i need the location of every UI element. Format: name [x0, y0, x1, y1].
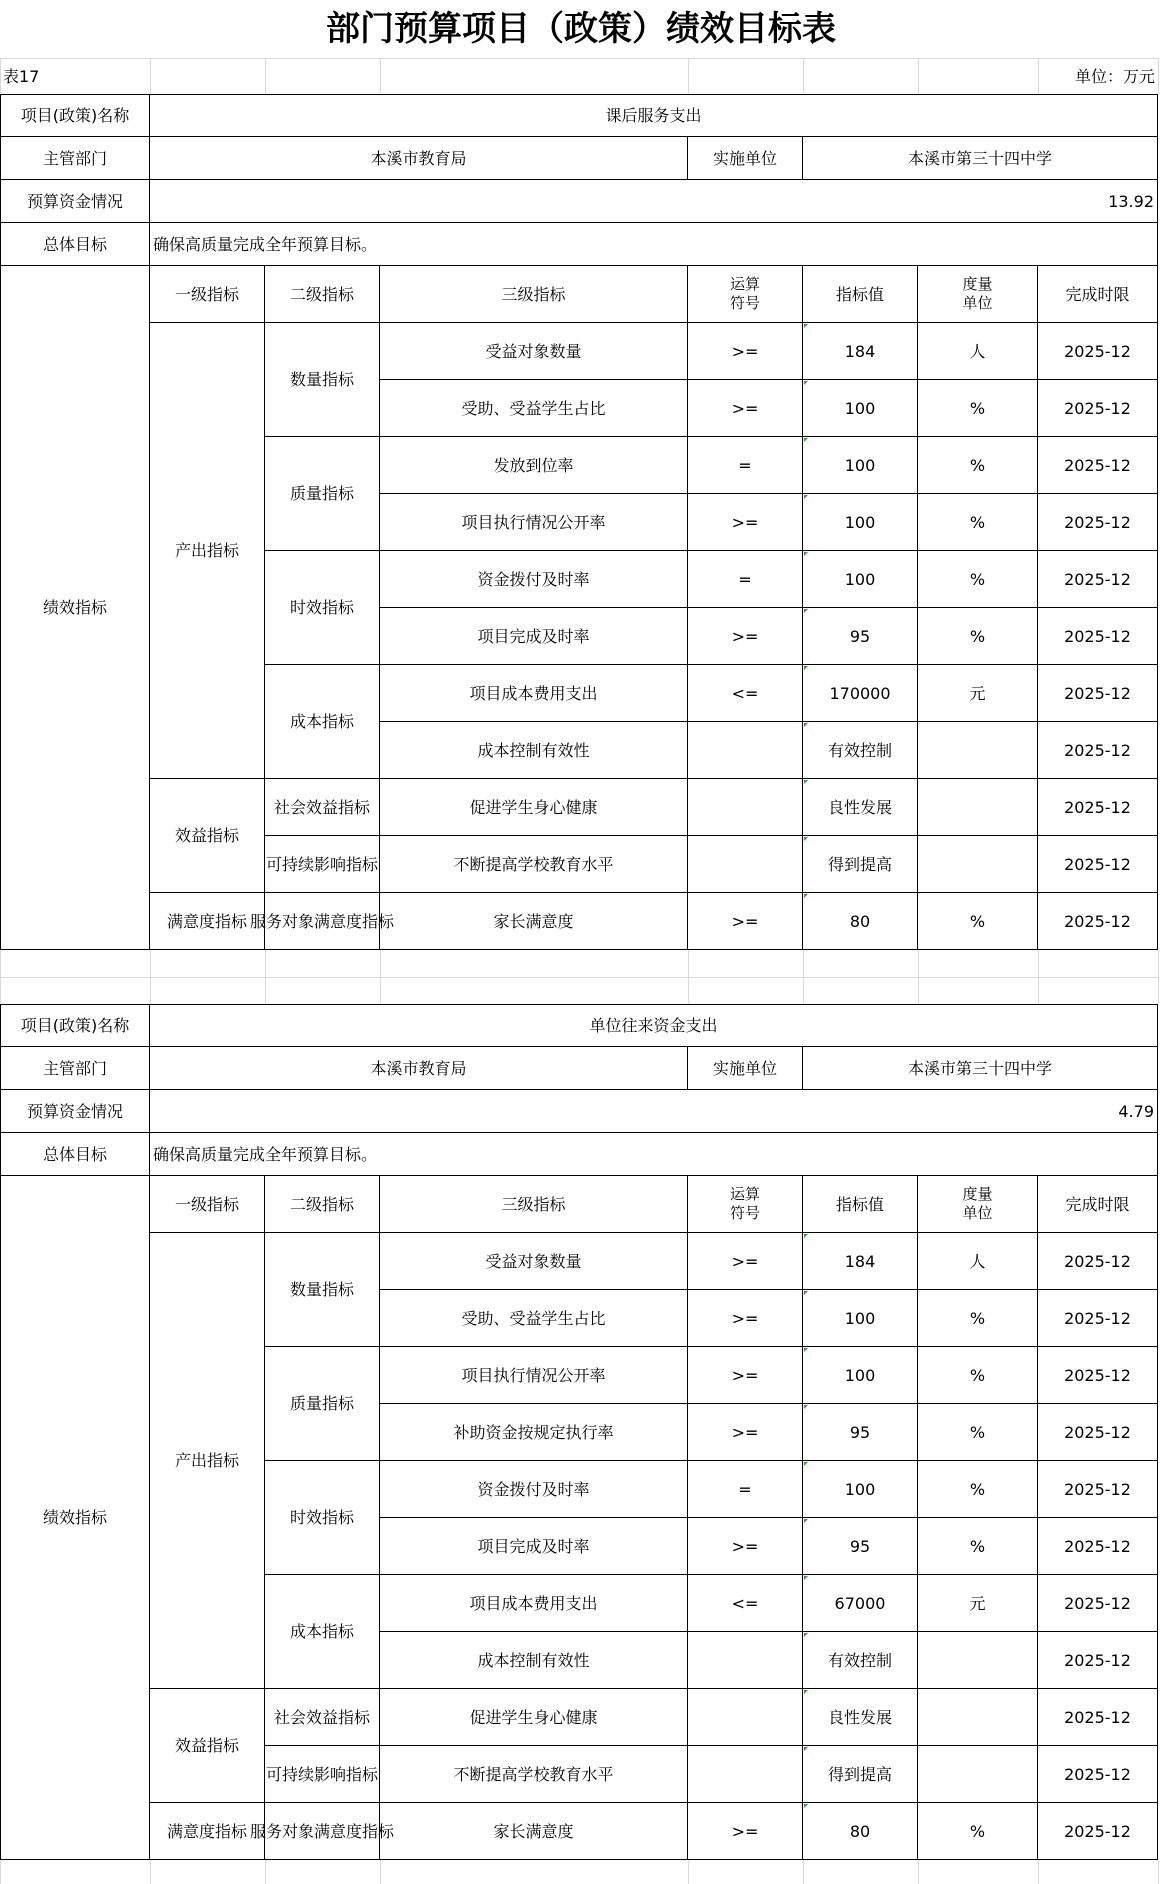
project-2-name-label[interactable]: 项目(政策)名称: [0, 1004, 150, 1047]
gridline: [265, 58, 266, 94]
project-2-row-5-value[interactable]: 100: [803, 1461, 918, 1518]
project-2-level2-7[interactable]: 服务对象满意度指标: [265, 1803, 380, 1860]
project-2-row-6-deadline[interactable]: 2025-12: [1038, 1518, 1158, 1575]
page-title: 部门预算项目（政策）绩效目标表: [326, 9, 836, 49]
project-2-row-4-unit[interactable]: %: [918, 1404, 1038, 1461]
project-2-row-3-value[interactable]: 100: [803, 1347, 918, 1404]
gridline: [1158, 1860, 1159, 1884]
project-2-row-1-deadline[interactable]: 2025-12: [1038, 1233, 1158, 1290]
gridline: [380, 1860, 381, 1884]
project-1-budget-value[interactable]: 13.92: [150, 180, 1158, 223]
project-2-goal-label[interactable]: 总体目标: [0, 1133, 150, 1176]
project-1-level2-2[interactable]: 质量指标: [265, 437, 380, 551]
project-1-row-3-value[interactable]: 100: [803, 437, 918, 494]
project-1-row-11-value[interactable]: 80: [803, 893, 918, 950]
project-2-row-2-value[interactable]: 100: [803, 1290, 918, 1347]
project-1-row-2-unit[interactable]: %: [918, 380, 1038, 437]
cell-comment-marker: [804, 495, 808, 499]
cell-comment-marker: [804, 1690, 808, 1694]
project-1-row-2-deadline[interactable]: 2025-12: [1038, 380, 1158, 437]
project-2-impl-value[interactable]: 本溪市第三十四中学: [803, 1047, 1158, 1090]
project-1-row-2-operator[interactable]: >=: [688, 380, 803, 437]
project-2-row-11-value[interactable]: 80: [803, 1803, 918, 1860]
project-2-row-8-value[interactable]: 有效控制: [803, 1632, 918, 1689]
project-1-row-4-deadline[interactable]: 2025-12: [1038, 494, 1158, 551]
project-1-row-1-unit[interactable]: 人: [918, 323, 1038, 380]
project-1-row-11-deadline[interactable]: 2025-12: [1038, 893, 1158, 950]
project-2-row-9-deadline[interactable]: 2025-12: [1038, 1689, 1158, 1746]
project-2-level2-2[interactable]: 质量指标: [265, 1347, 380, 1461]
cell-comment-marker: [804, 552, 808, 556]
project-1-row-10-value[interactable]: 得到提高: [803, 836, 918, 893]
project-2-row-5-deadline[interactable]: 2025-12: [1038, 1461, 1158, 1518]
project-1-row-8-deadline[interactable]: 2025-12: [1038, 722, 1158, 779]
cell-comment-marker: [804, 1291, 808, 1295]
project-2-header-deadline[interactable]: 完成时限: [1038, 1176, 1158, 1233]
project-1-row-10-deadline[interactable]: 2025-12: [1038, 836, 1158, 893]
project-2-row-2-deadline[interactable]: 2025-12: [1038, 1290, 1158, 1347]
project-2-impl-label[interactable]: 实施单位: [688, 1047, 803, 1090]
project-2-row-9-unit[interactable]: [918, 1689, 1038, 1746]
project-2-row-8-operator[interactable]: [688, 1632, 803, 1689]
project-1-row-2-value[interactable]: 100: [803, 380, 918, 437]
cell-comment-marker: [804, 780, 808, 784]
project-1-row-7-operator[interactable]: <=: [688, 665, 803, 722]
gridline: [918, 58, 919, 94]
project-1-row-10-operator[interactable]: [688, 836, 803, 893]
project-1-row-6-deadline[interactable]: 2025-12: [1038, 608, 1158, 665]
project-1-row-8-value[interactable]: 有效控制: [803, 722, 918, 779]
project-2-dept-label[interactable]: 主管部门: [0, 1047, 150, 1090]
project-1-row-10-unit[interactable]: [918, 836, 1038, 893]
project-1-row-11-unit[interactable]: %: [918, 893, 1038, 950]
project-1-row-4-value[interactable]: 100: [803, 494, 918, 551]
project-1-row-3-deadline[interactable]: 2025-12: [1038, 437, 1158, 494]
project-2-row-6-operator[interactable]: >=: [688, 1518, 803, 1575]
project-2-perf-label[interactable]: 绩效指标: [0, 1176, 150, 1860]
project-2-dept-value[interactable]: 本溪市教育局: [150, 1047, 688, 1090]
project-2-row-3-operator[interactable]: >=: [688, 1347, 803, 1404]
project-2-row-1-indicator[interactable]: 受益对象数量: [380, 1233, 688, 1290]
project-2-row-1-operator[interactable]: >=: [688, 1233, 803, 1290]
project-1-level2-1[interactable]: 数量指标: [265, 323, 380, 437]
project-1-level1-1[interactable]: 产出指标: [150, 323, 265, 779]
project-2-budget-label[interactable]: 预算资金情况: [0, 1090, 150, 1133]
project-1-row-5-deadline[interactable]: 2025-12: [1038, 551, 1158, 608]
project-2-level1-3[interactable]: 满意度指标: [150, 1803, 265, 1860]
project-1-row-1-operator[interactable]: >=: [688, 323, 803, 380]
project-1-row-6-operator[interactable]: >=: [688, 608, 803, 665]
project-2-row-7-unit[interactable]: 元: [918, 1575, 1038, 1632]
project-2-row-9-indicator[interactable]: 促进学生身心健康: [380, 1689, 688, 1746]
project-2-row-11-operator[interactable]: >=: [688, 1803, 803, 1860]
unit-label[interactable]: 单位：万元: [1074, 66, 1155, 86]
gridline: [688, 58, 689, 94]
cell-comment-marker: [804, 1234, 808, 1238]
project-2-row-10-operator[interactable]: [688, 1746, 803, 1803]
project-1-level2-6[interactable]: 可持续影响指标: [265, 836, 380, 893]
gridline: [688, 1860, 689, 1884]
project-1-row-7-value[interactable]: 170000: [803, 665, 918, 722]
project-2-row-1-value[interactable]: 184: [803, 1233, 918, 1290]
project-2-name-value[interactable]: 单位往来资金支出: [150, 1004, 1158, 1047]
project-2-level2-3[interactable]: 时效指标: [265, 1461, 380, 1575]
project-1-row-11-indicator[interactable]: 家长满意度: [380, 893, 688, 950]
project-1-impl-label[interactable]: 实施单位: [688, 137, 803, 180]
project-2-row-11-indicator[interactable]: 家长满意度: [380, 1803, 688, 1860]
project-2-row-4-indicator[interactable]: 补助资金按规定执行率: [380, 1404, 688, 1461]
project-2-row-2-unit[interactable]: %: [918, 1290, 1038, 1347]
project-1-level2-7[interactable]: 服务对象满意度指标: [265, 893, 380, 950]
gridline: [380, 58, 381, 94]
project-2-header-level3[interactable]: 三级指标: [380, 1176, 688, 1233]
project-1-row-9-indicator[interactable]: 促进学生身心健康: [380, 779, 688, 836]
project-1-level1-3[interactable]: 满意度指标: [150, 893, 265, 950]
project-1-level2-3[interactable]: 时效指标: [265, 551, 380, 665]
project-1-row-9-unit[interactable]: [918, 779, 1038, 836]
project-2-row-3-deadline[interactable]: 2025-12: [1038, 1347, 1158, 1404]
project-2-row-4-deadline[interactable]: 2025-12: [1038, 1404, 1158, 1461]
project-2-row-11-unit[interactable]: %: [918, 1803, 1038, 1860]
project-1-goal-value[interactable]: 确保高质量完成全年预算目标。: [150, 223, 1158, 266]
project-2-header-level2[interactable]: 二级指标: [265, 1176, 380, 1233]
project-2-row-10-indicator[interactable]: 不断提高学校教育水平: [380, 1746, 688, 1803]
project-1-row-10-indicator[interactable]: 不断提高学校教育水平: [380, 836, 688, 893]
gridline: [150, 1860, 151, 1884]
project-1-level1-2[interactable]: 效益指标: [150, 779, 265, 893]
project-1-header-level3[interactable]: 三级指标: [380, 266, 688, 323]
gridline: [1158, 950, 1159, 1004]
project-1-perf-label[interactable]: 绩效指标: [0, 266, 150, 950]
cell-comment-marker: [804, 1519, 808, 1523]
project-2-row-11-deadline[interactable]: 2025-12: [1038, 1803, 1158, 1860]
project-1-row-5-operator[interactable]: =: [688, 551, 803, 608]
project-2-row-9-value[interactable]: 良性发展: [803, 1689, 918, 1746]
cell-comment-marker: [804, 1405, 808, 1409]
project-2-row-7-value[interactable]: 67000: [803, 1575, 918, 1632]
project-1-row-9-operator[interactable]: [688, 779, 803, 836]
project-1-header-unit[interactable]: 度量单位: [918, 266, 1038, 323]
project-1-name-label[interactable]: 项目(政策)名称: [0, 94, 150, 137]
project-1-row-3-unit[interactable]: %: [918, 437, 1038, 494]
project-2-row-5-unit[interactable]: %: [918, 1461, 1038, 1518]
project-2-row-6-unit[interactable]: %: [918, 1518, 1038, 1575]
project-2-row-10-deadline[interactable]: 2025-12: [1038, 1746, 1158, 1803]
project-2-level2-5[interactable]: 社会效益指标: [265, 1689, 380, 1746]
project-1-header-level1[interactable]: 一级指标: [150, 266, 265, 323]
project-1-row-5-unit[interactable]: %: [918, 551, 1038, 608]
cell-comment-marker: [804, 894, 808, 898]
project-1-dept-value[interactable]: 本溪市教育局: [150, 137, 688, 180]
cell-comment-marker: [804, 723, 808, 727]
gridline: [0, 1860, 1, 1884]
project-2-row-8-deadline[interactable]: 2025-12: [1038, 1632, 1158, 1689]
gridline: [803, 58, 804, 94]
gridline: [803, 1860, 804, 1884]
project-1-header-operator[interactable]: 运算符号: [688, 266, 803, 323]
project-2-budget-value[interactable]: 4.79: [150, 1090, 1158, 1133]
project-1-header-deadline[interactable]: 完成时限: [1038, 266, 1158, 323]
gridline: [1038, 1860, 1039, 1884]
project-1-row-1-deadline[interactable]: 2025-12: [1038, 323, 1158, 380]
project-1-dept-label[interactable]: 主管部门: [0, 137, 150, 180]
project-2-row-1-unit[interactable]: 人: [918, 1233, 1038, 1290]
cell-comment-marker: [804, 837, 808, 841]
project-2-row-7-deadline[interactable]: 2025-12: [1038, 1575, 1158, 1632]
cell-comment-marker: [804, 1348, 808, 1352]
project-2-header-operator[interactable]: 运算符号: [688, 1176, 803, 1233]
project-1-budget-label[interactable]: 预算资金情况: [0, 180, 150, 223]
cell-comment-marker: [804, 381, 808, 385]
project-2-goal-value[interactable]: 确保高质量完成全年预算目标。: [150, 1133, 1158, 1176]
cell-comment-marker: [804, 1633, 808, 1637]
project-2-header-value[interactable]: 指标值: [803, 1176, 918, 1233]
project-1-header-level2[interactable]: 二级指标: [265, 266, 380, 323]
project-1-row-5-indicator[interactable]: 资金拨付及时率: [380, 551, 688, 608]
project-2-row-3-unit[interactable]: %: [918, 1347, 1038, 1404]
project-1-row-7-unit[interactable]: 元: [918, 665, 1038, 722]
project-2-header-unit[interactable]: 度量单位: [918, 1176, 1038, 1233]
project-1-row-8-unit[interactable]: [918, 722, 1038, 779]
project-1-row-4-indicator[interactable]: 项目执行情况公开率: [380, 494, 688, 551]
project-1-header-value[interactable]: 指标值: [803, 266, 918, 323]
project-1-row-3-operator[interactable]: =: [688, 437, 803, 494]
project-1-row-4-operator[interactable]: >=: [688, 494, 803, 551]
project-1-level2-4[interactable]: 成本指标: [265, 665, 380, 779]
project-2-row-8-indicator[interactable]: 成本控制有效性: [380, 1632, 688, 1689]
gridline: [0, 977, 1158, 978]
project-1-goal-label[interactable]: 总体目标: [0, 223, 150, 266]
cell-comment-marker: [804, 1462, 808, 1466]
cell-comment-marker: [804, 1576, 808, 1580]
project-1-row-5-value[interactable]: 100: [803, 551, 918, 608]
project-1-row-11-operator[interactable]: >=: [688, 893, 803, 950]
project-1-row-8-indicator[interactable]: 成本控制有效性: [380, 722, 688, 779]
gridline: [1158, 58, 1159, 94]
project-2-level2-1[interactable]: 数量指标: [265, 1233, 380, 1347]
cell-comment-marker: [804, 324, 808, 328]
gridline: [918, 1860, 919, 1884]
project-1-row-6-unit[interactable]: %: [918, 608, 1038, 665]
cell-comment-marker: [804, 1747, 808, 1751]
project-1-level2-5[interactable]: 社会效益指标: [265, 779, 380, 836]
project-1-impl-value[interactable]: 本溪市第三十四中学: [803, 137, 1158, 180]
project-2-level2-4[interactable]: 成本指标: [265, 1575, 380, 1689]
project-2-row-7-operator[interactable]: <=: [688, 1575, 803, 1632]
project-2-level2-6[interactable]: 可持续影响指标: [265, 1746, 380, 1803]
project-2-row-4-operator[interactable]: >=: [688, 1404, 803, 1461]
project-1-row-1-indicator[interactable]: 受益对象数量: [380, 323, 688, 380]
cell-comment-marker: [804, 609, 808, 613]
project-2-row-2-indicator[interactable]: 受助、受益学生占比: [380, 1290, 688, 1347]
project-2-row-5-operator[interactable]: =: [688, 1461, 803, 1518]
project-2-row-4-value[interactable]: 95: [803, 1404, 918, 1461]
project-2-row-2-operator[interactable]: >=: [688, 1290, 803, 1347]
project-2-row-3-indicator[interactable]: 项目执行情况公开率: [380, 1347, 688, 1404]
project-2-row-10-unit[interactable]: [918, 1746, 1038, 1803]
gridline: [265, 1860, 266, 1884]
project-1-row-7-indicator[interactable]: 项目成本费用支出: [380, 665, 688, 722]
project-2-row-8-unit[interactable]: [918, 1632, 1038, 1689]
project-2-row-10-value[interactable]: 得到提高: [803, 1746, 918, 1803]
project-2-row-6-indicator[interactable]: 项目完成及时率: [380, 1518, 688, 1575]
table-number[interactable]: 表17: [3, 66, 40, 86]
project-2-row-7-indicator[interactable]: 项目成本费用支出: [380, 1575, 688, 1632]
project-2-row-6-value[interactable]: 95: [803, 1518, 918, 1575]
project-2-row-5-indicator[interactable]: 资金拨付及时率: [380, 1461, 688, 1518]
project-1-row-6-value[interactable]: 95: [803, 608, 918, 665]
project-2-header-level1[interactable]: 一级指标: [150, 1176, 265, 1233]
project-1-row-2-indicator[interactable]: 受助、受益学生占比: [380, 380, 688, 437]
project-1-row-1-value[interactable]: 184: [803, 323, 918, 380]
project-1-row-9-value[interactable]: 良性发展: [803, 779, 918, 836]
project-2-row-9-operator[interactable]: [688, 1689, 803, 1746]
project-1-row-8-operator[interactable]: [688, 722, 803, 779]
cell-comment-marker: [804, 1804, 808, 1808]
project-1-row-4-unit[interactable]: %: [918, 494, 1038, 551]
project-2-level1-2[interactable]: 效益指标: [150, 1689, 265, 1803]
project-1-name-value[interactable]: 课后服务支出: [150, 94, 1158, 137]
cell-comment-marker: [804, 438, 808, 442]
project-1-row-3-indicator[interactable]: 发放到位率: [380, 437, 688, 494]
cell-comment-marker: [804, 666, 808, 670]
project-1-row-9-deadline[interactable]: 2025-12: [1038, 779, 1158, 836]
project-1-row-7-deadline[interactable]: 2025-12: [1038, 665, 1158, 722]
project-1-row-6-indicator[interactable]: 项目完成及时率: [380, 608, 688, 665]
project-2-level1-1[interactable]: 产出指标: [150, 1233, 265, 1689]
